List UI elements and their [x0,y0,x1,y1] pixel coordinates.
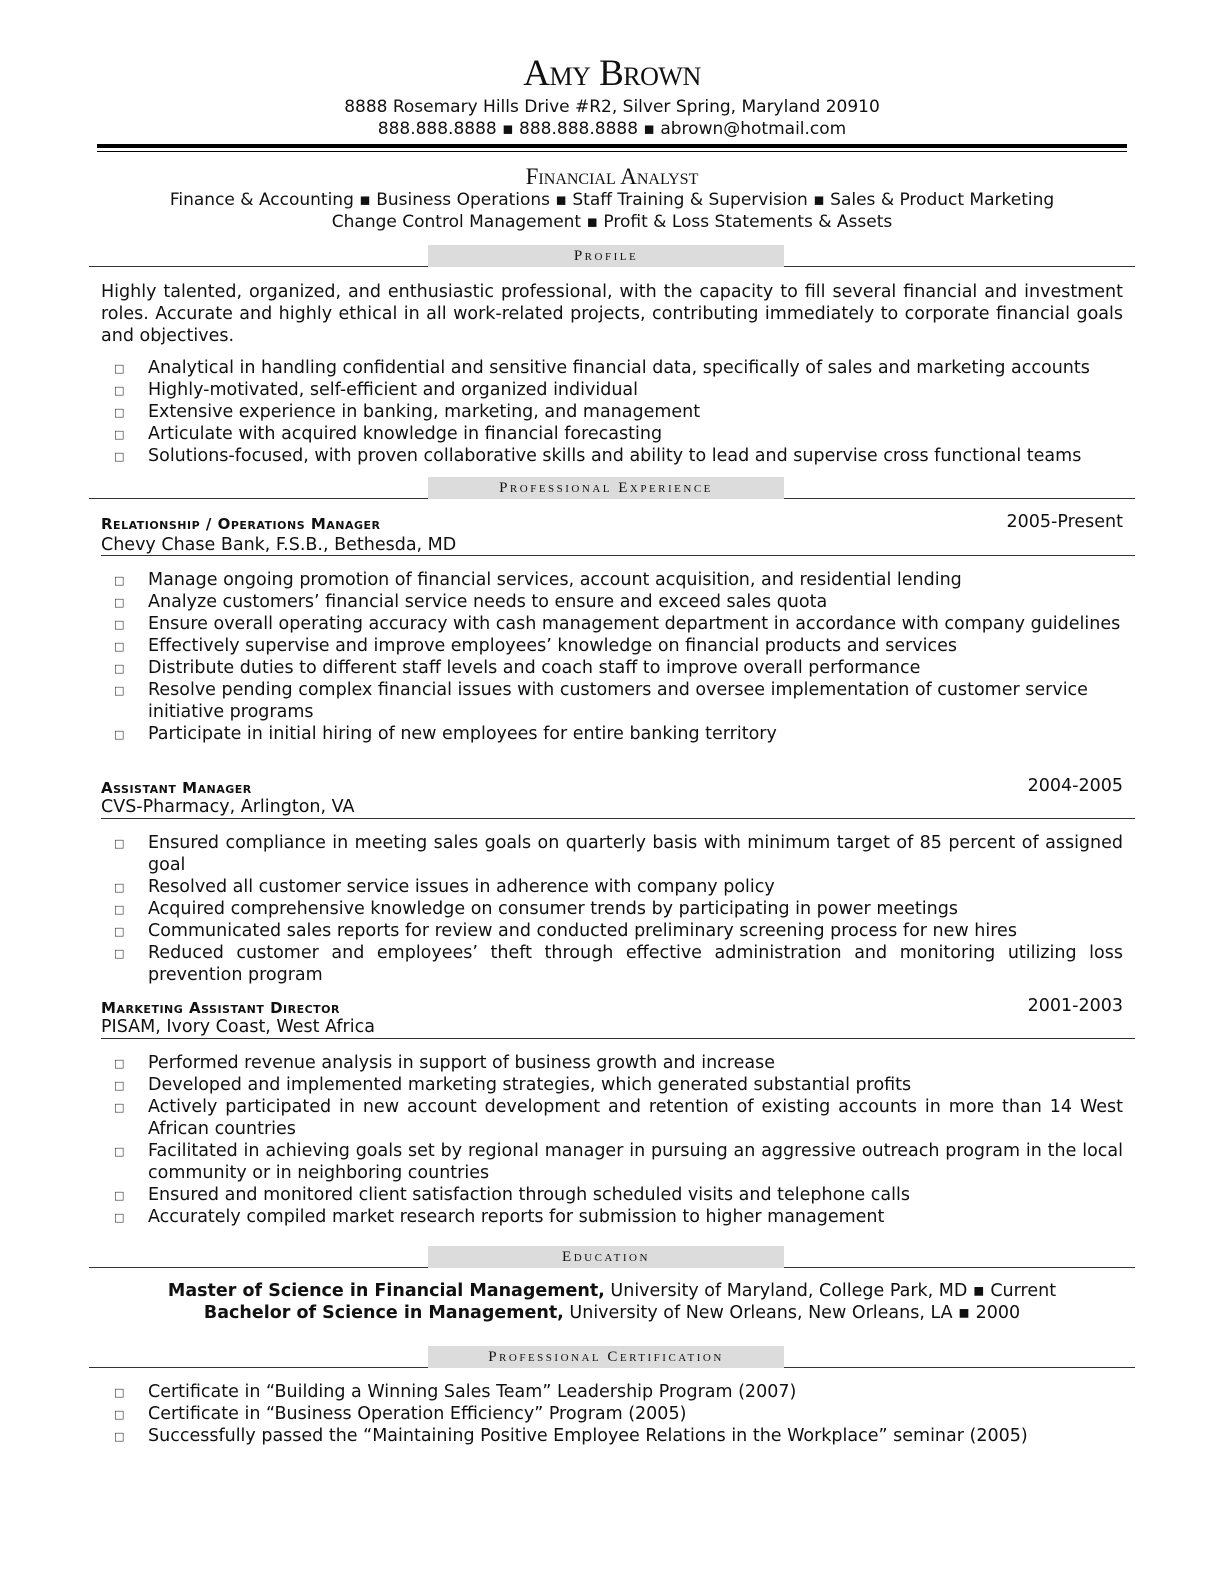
job-company: CVS-Pharmacy, Arlington, VA [101,797,355,817]
section-heading-profile: Profile [428,245,784,267]
list-item: □ Facilitated in achieving goals set by regional manager in pursuing an aggressive outreach program in the local community or in neighboring countries [114,1140,1123,1184]
list-item: □ Analyze customers’ financial service needs to ensure and exceed sales quota [114,591,1123,613]
list-item: □ Effectively supervise and improve employees’ knowledge on financial products and services [114,635,1123,657]
keywords-line: Change Control Management ▪ Profit & Loss Statements & Assets [331,212,893,232]
list-item: □ Articulate with acquired knowledge in financial forecasting [114,423,1123,445]
address-line: 8888 Rosemary Hills Drive #R2, Silver Spring, Maryland 20910 [344,97,880,117]
list-item: □ Solutions-focused, with proven collaborative skills and ability to lead and supervise cross functional teams [114,445,1123,467]
job-bullets [114,1052,1123,1228]
profile-bullets [114,357,1123,467]
list-item: □ Acquired comprehensive knowledge on consumer trends by participating in power meetings [114,898,1123,920]
job-company: PISAM, Ivory Coast, West Africa [101,1017,375,1037]
job-bullets [114,832,1123,986]
list-item: □ Distribute duties to different staff levels and coach staff to improve overall performance [114,657,1123,679]
list-item: □ Accurately compiled market research reports for submission to higher management [114,1206,1123,1228]
section-heading-experience: Professional Experience [428,477,784,499]
job-dates: 2001-2003 [1027,996,1123,1016]
list-item: □ Actively participated in new account development and retention of existing accounts in more than 14 West African countries [114,1096,1123,1140]
job-title: Marketing Assistant Director [101,999,340,1017]
education-entry [0,1303,1224,1323]
job-company: Chevy Chase Bank, F.S.B., Bethesda, MD [101,535,457,555]
list-item: □ Resolved all customer service issues in adherence with company policy [114,876,1123,898]
list-item: □ Resolve pending complex financial issues with customers and oversee implementation of customer service initiative programs [114,679,1123,723]
section-heading-certification: Professional Certification [428,1346,784,1368]
job-dates: 2005-Present [1006,512,1123,532]
list-item: □ Certificate in “Business Operation Efficiency” Program (2005) [114,1403,1123,1425]
profile-summary: Highly talented, organized, and enthusiastic professional, with the capacity to fill several financial and investment roles. Accurate and highly ethical in all work-related projects, contributing immediately to corporate financial goals and objectives. [101,282,1123,346]
job-bullets [114,569,1123,745]
certification-bullets [114,1381,1123,1447]
list-item: □ Participate in initial hiring of new employees for entire banking territory [114,723,1123,745]
list-item: □ Certificate in “Building a Winning Sales Team” Leadership Program (2007) [114,1381,1123,1403]
list-item: □ Performed revenue analysis in support of business growth and increase [114,1052,1123,1074]
education-entry [0,1281,1224,1301]
list-item: □ Highly-motivated, self-efficient and organized individual [114,379,1123,401]
candidate-name: Amy Brown [523,53,701,94]
keywords-line: Finance & Accounting ▪ Business Operations ▪ Staff Training & Supervision ▪ Sales & Product Marketing [169,190,1055,210]
job-dates: 2004-2005 [1027,776,1123,796]
list-item: □ Ensure overall operating accuracy with cash management department in accordance with company guidelines [114,613,1123,635]
list-item: □ Analytical in handling confidential and sensitive financial data, specifically of sales and marketing accounts [114,357,1123,379]
job-divider [101,1038,1135,1039]
list-item: □ Communicated sales reports for review and conducted preliminary screening process for new hires [114,920,1123,942]
degree-name: Master of Science in Financial Management, [167,1281,605,1301]
list-item: □ Ensured compliance in meeting sales goals on quarterly basis with minimum target of 85 percent of assigned goal [114,832,1123,876]
job-target-title: Financial Analyst [525,164,699,189]
header-divider-thin [97,151,1127,152]
section-heading-education: Education [428,1246,784,1268]
job-title: Assistant Manager [101,779,252,797]
degree-name: Bachelor of Science in Management, [203,1303,564,1323]
list-item: □ Successfully passed the “Maintaining Positive Employee Relations in the Workplace” seminar (2005) [114,1425,1123,1447]
header-divider [97,144,1127,148]
list-item: □ Manage ongoing promotion of financial services, account acquisition, and residential lending [114,569,1123,591]
job-divider [101,818,1135,819]
degree-details: University of Maryland, College Park, MD ▪ Current [610,1281,1057,1301]
list-item: □ Reduced customer and employees’ theft through effective administration and monitoring utilizing loss prevention program [114,942,1123,986]
list-item: □ Extensive experience in banking, marketing, and management [114,401,1123,423]
degree-details: University of New Orleans, New Orleans, LA ▪ 2000 [569,1303,1021,1323]
list-item: □ Developed and implemented marketing strategies, which generated substantial profits [114,1074,1123,1096]
job-title: Relationship / Operations Manager [101,515,381,533]
job-divider [101,555,1135,556]
contact-line: 888.888.8888 ▪ 888.888.8888 ▪ abrown@hotmail.com [377,119,847,139]
list-item: □ Ensured and monitored client satisfaction through scheduled visits and telephone calls [114,1184,1123,1206]
